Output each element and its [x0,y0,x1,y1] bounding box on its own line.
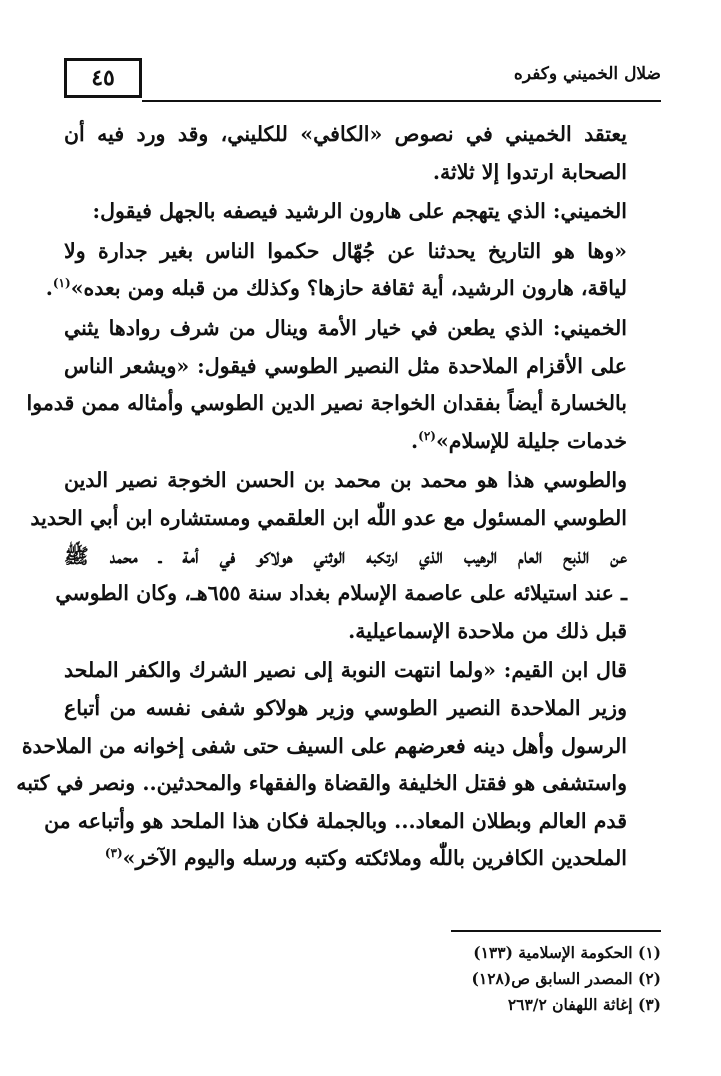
footnote-rule [451,930,661,932]
text-line: الخميني: الذي يطعن في خيار الأمة وينال من شرف روادها يثني [64,315,627,340]
text-line: وزير الملاحدة النصير الطوسي وزير هولاكو شفى نفسه من أتباع [64,695,627,720]
paragraph-1 [64,116,661,191]
text-line: لياقة، هارون الرشيد، أية ثقافة حازها؟ وكذلك من قبله ومن بعده»$^{(١)}$. [45,276,627,301]
text-line: والطوسي هذا هو محمد بن محمد بن الحسن الخوجة نصير الدين [64,468,627,493]
text-line: قدم العالم وبطلان المعاد... وبالجملة فكان هذا الملحد هو وأتباعه من [44,808,627,833]
text-line-content: لياقة، هارون الرشيد، أية ثقافة حازها؟ وكذلك من قبله ومن بعده» [70,276,627,301]
text-line: الرسول وأهل دينه فعرضهم على السيف حتى شفى إخوانه من الملاحدة [21,733,627,758]
footnote-3: (٣) إغاثة اللهفان ٢٦٣/٢ [507,995,661,1014]
text-line: واستشفى هو فقتل الخليفة والقضاة والفقهاء والمحدثين.. ونصر في كتبه [16,771,627,796]
paragraph-6 [16,652,661,878]
text-line: «وها هو التاريخ يحدثنا عن جُهّال حكموا الناس بغير جدارة ولا [64,238,627,263]
text-line: عن الذبح العام الرهيب الذي ارتكبه الوثني هولاكو في أمة ـ محمد ﷺ [64,543,627,568]
text-line: قبل ذلك من ملاحدة الإسماعيلية. [348,618,627,643]
text-line [64,840,661,878]
footnote-1: (١) الحكومة الإسلامية (١٣٣) [473,943,661,962]
text-line: بالخسارة أيضاً بفقدان الخواجة نصير الدين الطوسي وأمثاله ممن قدموا [26,391,627,416]
footnote-2: (٢) المصدر السابق ص(١٢٨) [471,969,661,988]
footnote-ref[interactable]: (١) [52,276,71,291]
paragraph-3 [45,233,661,308]
page-number: ٤٥ [64,58,142,98]
page-header [64,58,661,104]
running-title: ضلال الخميني وكفره [513,64,661,84]
paragraph-4 [26,310,661,460]
text-line: ـ عند استيلائه على عاصمة الإسلام بغداد سنة ٦٥٥هـ، وكان الطوسي [55,581,627,606]
text-line: الخميني: الذي يتهجم على هارون الرشيد فيصفه بالجهل فيقول: [92,199,627,224]
footnote-ref[interactable]: (٢) [418,428,436,443]
text-line: قال ابن القيم: «ولما انتهت النوبة إلى نصير الشرك والكفر الملحد [64,658,627,683]
body-text [16,116,661,878]
text-line: الصحابة ارتدوا إلا ثلاثة. [432,159,627,184]
paragraph-2 [64,193,661,231]
text-line-content: خدمات جليلة للإسلام» [435,428,627,453]
text-line: خدمات جليلة للإسلام»$^{(٢)}$. [410,428,627,453]
text-line: على الأقزام الملاحدة مثل النصير الطوسي فيقول: «ويشعر الناس [64,353,627,378]
paragraph-5 [30,462,661,650]
text-line: يعتقد الخميني في نصوص «الكافي» للكليني، وقد ورد فيه أن [64,122,627,146]
text-line-content: الملحدين الكافرين باللّٰه وملائكته وكتبه ورسله واليوم الآخر» [122,846,627,871]
footnotes [64,930,661,1018]
footnote-ref[interactable]: (٣) [104,846,123,861]
text-line: الطوسي المسئول مع عدو اللّٰه ابن العلقمي ومستشاره ابن أبي الحديد [30,505,627,530]
header-rule [142,100,661,102]
